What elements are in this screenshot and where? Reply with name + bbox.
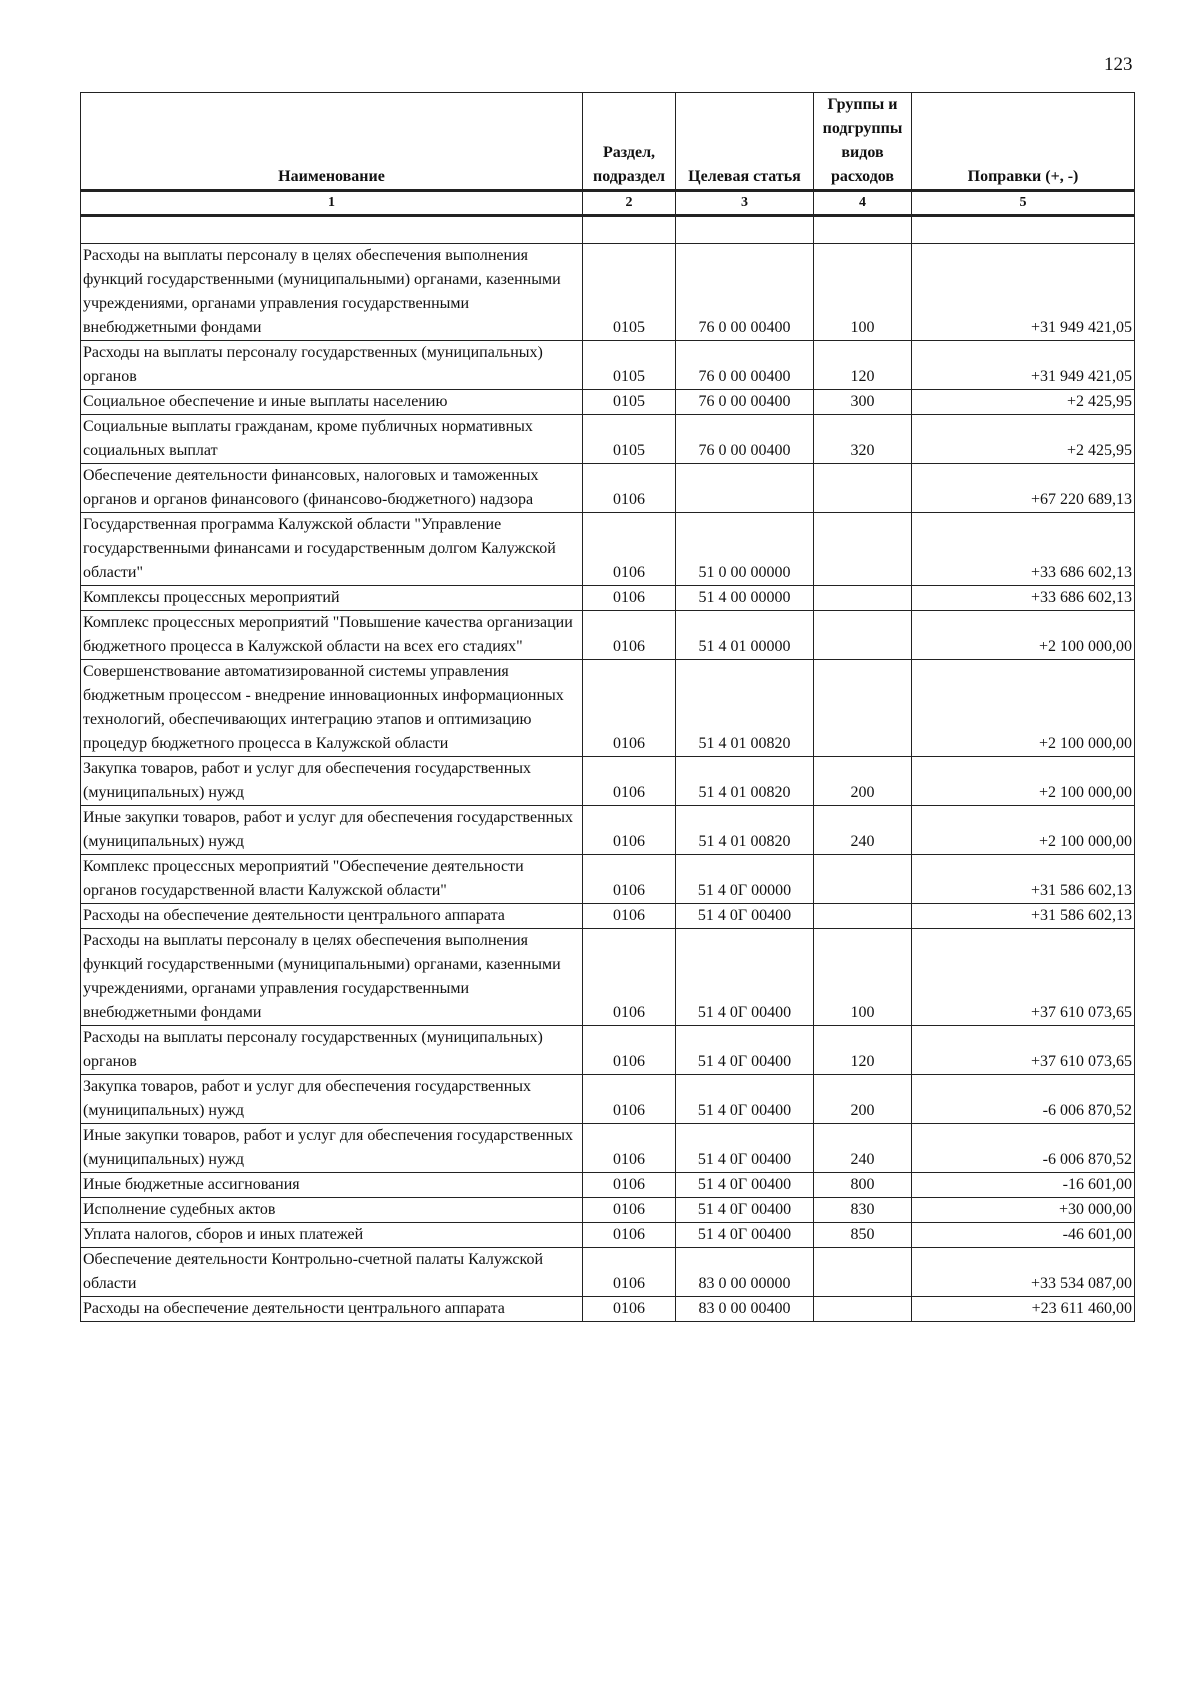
row-vid: 240 — [814, 806, 912, 855]
row-amount: +31 949 421,05 — [912, 244, 1135, 341]
row-amount: +31 949 421,05 — [912, 341, 1135, 390]
row-razdel: 0106 — [583, 586, 676, 611]
row-name: Комплекс процессных мероприятий "Обеспечение деятельности органов государственной власти Калужской области" — [81, 855, 583, 904]
row-vid: 320 — [814, 415, 912, 464]
table-row — [81, 929, 1135, 1026]
row-vid: 240 — [814, 1124, 912, 1173]
column-number: 1 — [81, 191, 583, 216]
row-vid: 200 — [814, 757, 912, 806]
row-statya: 51 4 0Г 00000 — [676, 855, 814, 904]
table-row — [81, 586, 1135, 611]
row-statya: 76 0 00 00400 — [676, 244, 814, 341]
row-razdel: 0105 — [583, 244, 676, 341]
row-statya: 51 4 0Г 00400 — [676, 1173, 814, 1198]
table-row — [81, 660, 1135, 757]
row-amount: +31 586 602,13 — [912, 855, 1135, 904]
row-name: Комплексы процессных мероприятий — [81, 586, 583, 611]
row-vid — [814, 464, 912, 513]
row-vid — [814, 855, 912, 904]
table-row — [81, 1173, 1135, 1198]
row-vid — [814, 611, 912, 660]
row-vid — [814, 1248, 912, 1297]
header-statya: Целевая статья — [676, 93, 814, 191]
row-vid: 100 — [814, 244, 912, 341]
table-row — [81, 1297, 1135, 1322]
table-row — [81, 757, 1135, 806]
row-name: Расходы на выплаты персоналу в целях обеспечения выполнения функций государственными (муниципальными) органами, казенными учреждениями, органами управления государственными внебюджетными фондами — [81, 929, 583, 1026]
row-vid — [814, 904, 912, 929]
row-name: Обеспечение деятельности финансовых, налоговых и таможенных органов и органов финансового (финансово-бюджетного) надзора — [81, 464, 583, 513]
row-razdel: 0106 — [583, 929, 676, 1026]
row-vid: 200 — [814, 1075, 912, 1124]
row-amount: +2 425,95 — [912, 415, 1135, 464]
row-razdel: 0106 — [583, 611, 676, 660]
row-statya: 76 0 00 00400 — [676, 390, 814, 415]
row-name: Обеспечение деятельности Контрольно-счетной палаты Калужской области — [81, 1248, 583, 1297]
table-row — [81, 341, 1135, 390]
row-vid: 300 — [814, 390, 912, 415]
table-row — [81, 611, 1135, 660]
row-statya: 51 4 00 00000 — [676, 586, 814, 611]
table-body — [81, 216, 1135, 1322]
row-vid: 100 — [814, 929, 912, 1026]
row-name: Закупка товаров, работ и услуг для обеспечения государственных (муниципальных) нужд — [81, 757, 583, 806]
row-vid — [814, 660, 912, 757]
row-razdel: 0106 — [583, 855, 676, 904]
row-amount: +33 686 602,13 — [912, 513, 1135, 586]
row-vid — [814, 586, 912, 611]
row-razdel: 0105 — [583, 415, 676, 464]
row-statya: 83 0 00 00400 — [676, 1297, 814, 1322]
table-row — [81, 855, 1135, 904]
row-name: Комплекс процессных мероприятий "Повышение качества организации бюджетного процесса в Калужской области на всех его стадиях" — [81, 611, 583, 660]
row-statya: 76 0 00 00400 — [676, 341, 814, 390]
table-row — [81, 244, 1135, 341]
table-row — [81, 390, 1135, 415]
row-statya: 51 4 01 00820 — [676, 757, 814, 806]
column-number: 2 — [583, 191, 676, 216]
row-name: Расходы на выплаты персоналу государственных (муниципальных) органов — [81, 1026, 583, 1075]
row-amount: +2 425,95 — [912, 390, 1135, 415]
row-razdel: 0106 — [583, 660, 676, 757]
row-vid: 800 — [814, 1173, 912, 1198]
header-name: Наименование — [81, 93, 583, 191]
row-razdel: 0106 — [583, 1173, 676, 1198]
row-vid — [814, 1297, 912, 1322]
row-statya — [676, 464, 814, 513]
row-vid — [814, 513, 912, 586]
row-vid: 830 — [814, 1198, 912, 1223]
row-amount: -6 006 870,52 — [912, 1075, 1135, 1124]
row-statya: 51 4 0Г 00400 — [676, 929, 814, 1026]
row-statya: 51 4 0Г 00400 — [676, 1223, 814, 1248]
row-amount: -46 601,00 — [912, 1223, 1135, 1248]
row-razdel: 0106 — [583, 513, 676, 586]
table-row — [81, 464, 1135, 513]
row-amount: +67 220 689,13 — [912, 464, 1135, 513]
row-name: Совершенствование автоматизированной системы управления бюджетным процессом - внедрение инновационных информационных технологий, обеспечивающих интеграцию этапов и оптимизацию процедур бюджетного процесса в Калужской области — [81, 660, 583, 757]
row-statya: 51 4 01 00820 — [676, 806, 814, 855]
row-razdel: 0106 — [583, 806, 676, 855]
row-name: Государственная программа Калужской области "Управление государственными финансами и государственным долгом Калужской области" — [81, 513, 583, 586]
row-name: Уплата налогов, сборов и иных платежей — [81, 1223, 583, 1248]
row-amount: +37 610 073,65 — [912, 1026, 1135, 1075]
row-name: Закупка товаров, работ и услуг для обеспечения государственных (муниципальных) нужд — [81, 1075, 583, 1124]
row-vid: 850 — [814, 1223, 912, 1248]
table-row — [81, 513, 1135, 586]
row-amount: +33 686 602,13 — [912, 586, 1135, 611]
row-amount: +2 100 000,00 — [912, 660, 1135, 757]
budget-table — [80, 92, 1135, 1322]
row-name: Расходы на обеспечение деятельности центрального аппарата — [81, 1297, 583, 1322]
row-name: Иные бюджетные ассигнования — [81, 1173, 583, 1198]
header-amount: Поправки (+, -) — [912, 93, 1135, 191]
row-razdel: 0106 — [583, 904, 676, 929]
row-amount: +2 100 000,00 — [912, 806, 1135, 855]
row-name: Расходы на выплаты персоналу в целях обеспечения выполнения функций государственными (муниципальными) органами, казенными учреждениями, органами управления государственными внебюджетными фондами — [81, 244, 583, 341]
row-razdel: 0105 — [583, 341, 676, 390]
page-number: 123 — [1104, 54, 1133, 75]
row-razdel: 0106 — [583, 1223, 676, 1248]
table-row — [81, 415, 1135, 464]
table-row — [81, 1248, 1135, 1297]
row-statya: 51 4 01 00820 — [676, 660, 814, 757]
row-name: Исполнение судебных актов — [81, 1198, 583, 1223]
row-amount: +2 100 000,00 — [912, 611, 1135, 660]
row-razdel: 0106 — [583, 1026, 676, 1075]
table-row — [81, 904, 1135, 929]
row-razdel: 0106 — [583, 1075, 676, 1124]
row-name: Иные закупки товаров, работ и услуг для обеспечения государственных (муниципальных) нужд — [81, 1124, 583, 1173]
header-vid: Группы и подгруппы видов расходов — [814, 93, 912, 191]
row-statya: 51 4 0Г 00400 — [676, 1075, 814, 1124]
table-row — [81, 1026, 1135, 1075]
row-amount: -6 006 870,52 — [912, 1124, 1135, 1173]
column-number: 5 — [912, 191, 1135, 216]
row-razdel: 0105 — [583, 390, 676, 415]
row-statya: 51 4 01 00000 — [676, 611, 814, 660]
header-razdel: Раздел, подраздел — [583, 93, 676, 191]
row-name: Социальное обеспечение и иные выплаты населению — [81, 390, 583, 415]
table-row — [81, 1124, 1135, 1173]
row-statya: 83 0 00 00000 — [676, 1248, 814, 1297]
row-vid: 120 — [814, 341, 912, 390]
row-razdel: 0106 — [583, 464, 676, 513]
row-statya: 51 4 0Г 00400 — [676, 1026, 814, 1075]
column-number: 3 — [676, 191, 814, 216]
row-razdel: 0106 — [583, 1297, 676, 1322]
row-amount: +37 610 073,65 — [912, 929, 1135, 1026]
row-statya: 51 4 0Г 00400 — [676, 1124, 814, 1173]
row-name: Расходы на выплаты персоналу государственных (муниципальных) органов — [81, 341, 583, 390]
table-row — [81, 1223, 1135, 1248]
row-razdel: 0106 — [583, 1248, 676, 1297]
table-row — [81, 1198, 1135, 1223]
spacer-row — [81, 216, 1135, 244]
row-statya: 76 0 00 00400 — [676, 415, 814, 464]
row-amount: +33 534 087,00 — [912, 1248, 1135, 1297]
row-amount: -16 601,00 — [912, 1173, 1135, 1198]
row-statya: 51 0 00 00000 — [676, 513, 814, 586]
header-row — [81, 93, 1135, 191]
row-name: Расходы на обеспечение деятельности центрального аппарата — [81, 904, 583, 929]
row-statya: 51 4 0Г 00400 — [676, 904, 814, 929]
row-razdel: 0106 — [583, 757, 676, 806]
row-amount: +31 586 602,13 — [912, 904, 1135, 929]
row-vid: 120 — [814, 1026, 912, 1075]
table-row — [81, 806, 1135, 855]
row-amount: +30 000,00 — [912, 1198, 1135, 1223]
row-amount: +23 611 460,00 — [912, 1297, 1135, 1322]
table-row — [81, 1075, 1135, 1124]
row-amount: +2 100 000,00 — [912, 757, 1135, 806]
row-razdel: 0106 — [583, 1124, 676, 1173]
row-name: Иные закупки товаров, работ и услуг для обеспечения государственных (муниципальных) нужд — [81, 806, 583, 855]
row-razdel: 0106 — [583, 1198, 676, 1223]
column-number-row — [81, 191, 1135, 216]
column-number: 4 — [814, 191, 912, 216]
row-name: Социальные выплаты гражданам, кроме публичных нормативных социальных выплат — [81, 415, 583, 464]
row-statya: 51 4 0Г 00400 — [676, 1198, 814, 1223]
